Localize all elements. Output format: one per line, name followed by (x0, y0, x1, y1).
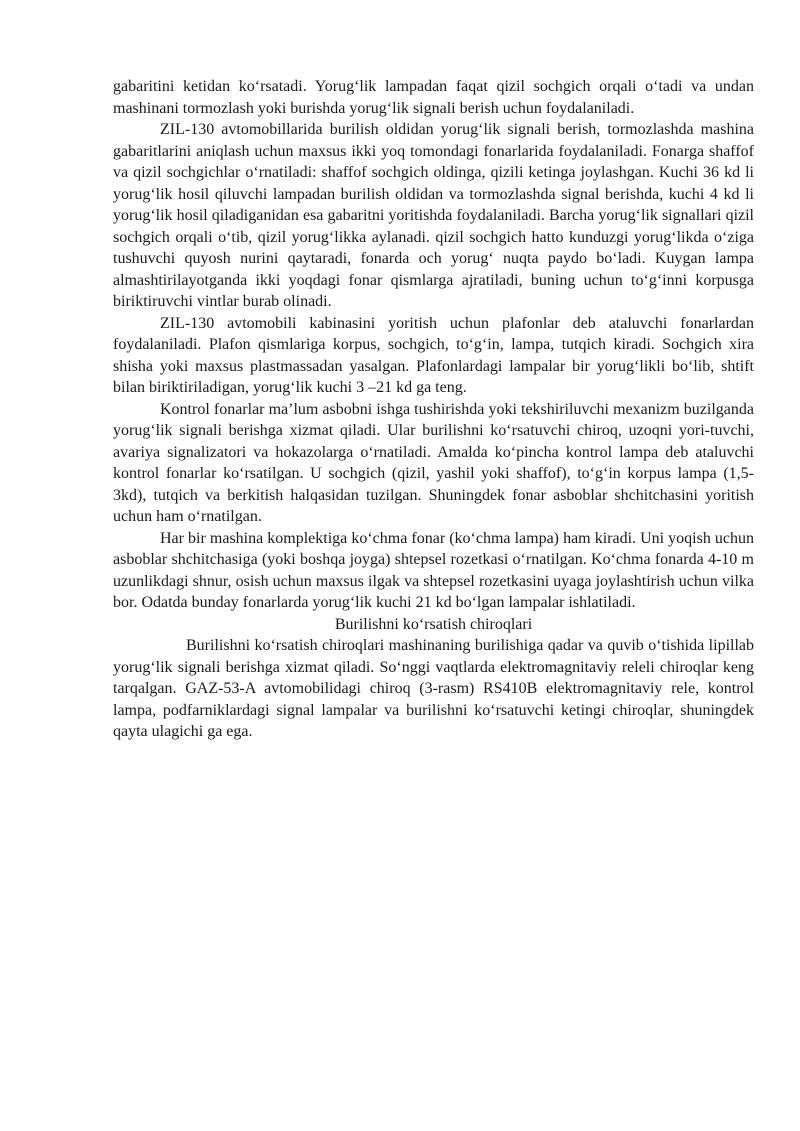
section-heading: Burilishni koʻrsatish chiroqlari (334, 615, 533, 633)
document-page (113, 76, 754, 743)
paragraph-4: Kontrol fonarlar maʼlum asbobni ishga tushirishda yoki tekshiriluvchi mexanizm buzilganda yorugʻlik signali berishga xizmat qiladi. Ular burilishni koʻrsatuvchi chiroq, uzoqni yori-tuvchi, avariya signalizatori va hokazolarga oʻrnatiladi. Amalda koʻpincha kontrol lampa deb ataluvchi kontrol fonarlar koʻrsatilgan. U sochgich (qizil, yashil yoki shaffof), toʻgʻin korpus lampa (1,5-3kd), tutqich va berkitish halqasidan tuzilgan. Shuningdek fonar asboblar shchitchasini yoritish uchun ham oʻrnatilgan. (113, 400, 754, 525)
paragraph-6: Burilishni koʻrsatish chiroqlari mashinaning burilishiga qadar va quvib oʻtishida lipillab yorugʻlik signali berishga xizmat qiladi. Soʻnggi vaqtlarda elektromagnitaviy releli chiroqlar keng tarqalgan. GAZ-53-A avtomobilidagi chiroq (3-rasm) RS410B elektromagnitaviy rele, kontrol lampa, podfarniklardagi signal lampalar va burilishni koʻrsatuvchi ketingi chiroqlar, shuningdek qayta ulagichi ga ega. (113, 637, 754, 740)
paragraph-1: gabaritini ketidan koʻrsatadi. Yorugʻlik lampadan faqat qizil sochgich orqali oʻtadi va undan mashinani tormozlash yoki burishda yorugʻlik signali berish uchun foydalaniladi. (113, 78, 754, 117)
paragraph-2: ZIL-130 avtomobillarida burilish oldidan yorugʻlik signali berish, tormozlashda mashina gabaritlarini aniqlash uchun maxsus ikki yoq tomondagi fonarlarida foydalaniladi. Fonarga shaffof va qizil sochgichlar oʻrnatiladi: shaffof sochgich oldinga, qizili ketinga joylashgan. Kuchi 36 kd li yorugʻlik hosil qiluvchi lampadan burilish oldidan va tormozlashda signal berishda, kuchi 4 kd li yorugʻlik hosil qiladiganidan esa gabaritni yoritishda foydalaniladi. Barcha yorugʻlik signallari qizil sochgich orqali oʻtib, qizil yorugʻlikka aylanadi. qizil sochgich hatto kunduzgi yorugʻlikda oʻziga tushuvchi quyosh nurini qaytaradi, fonarda och yorugʻ nuqta paydo boʻladi. Kuygan lampa almashtirilayotganda ikki yoqdagi fonar qismlarga ajratiladi, buning uchun toʻgʻinni korpusga biriktiruvchi vintlar burab olinadi. (113, 121, 754, 310)
paragraph-3: ZIL-130 avtomobili kabinasini yoritish uchun plafonlar deb ataluvchi fonarlardan foydalaniladi. Plafon qismlariga korpus, sochgich, toʻgʻin, lampa, tutqich kiradi. Sochgich xira shisha yoki maxsus plastmassadan yasalgan. Plafonlardagi lampalar bir yorugʻlikli boʻlib, shtift bilan biriktiriladigan, yorugʻlik kuchi 3 –21 kd ga teng. (113, 314, 754, 396)
paragraph-5: Har bir mashina komplektiga koʻchma fonar (koʻchma lampa) ham kiradi. Uni yoqish uchun asboblar shchitchasiga (yoki boshqa joyga) shtepsel rozetkasi oʻrnatilgan. Koʻchma fonarda 4-10 m uzunlikdagi shnur, osish uchun maxsus ilgak va shtepsel rozetkasini uyaga joylashtirish uchun vilka bor. Odatda bunday fonarlarda yorugʻlik kuchi 21 kd boʻlgan lampalar ishlatiladi. (113, 529, 754, 611)
